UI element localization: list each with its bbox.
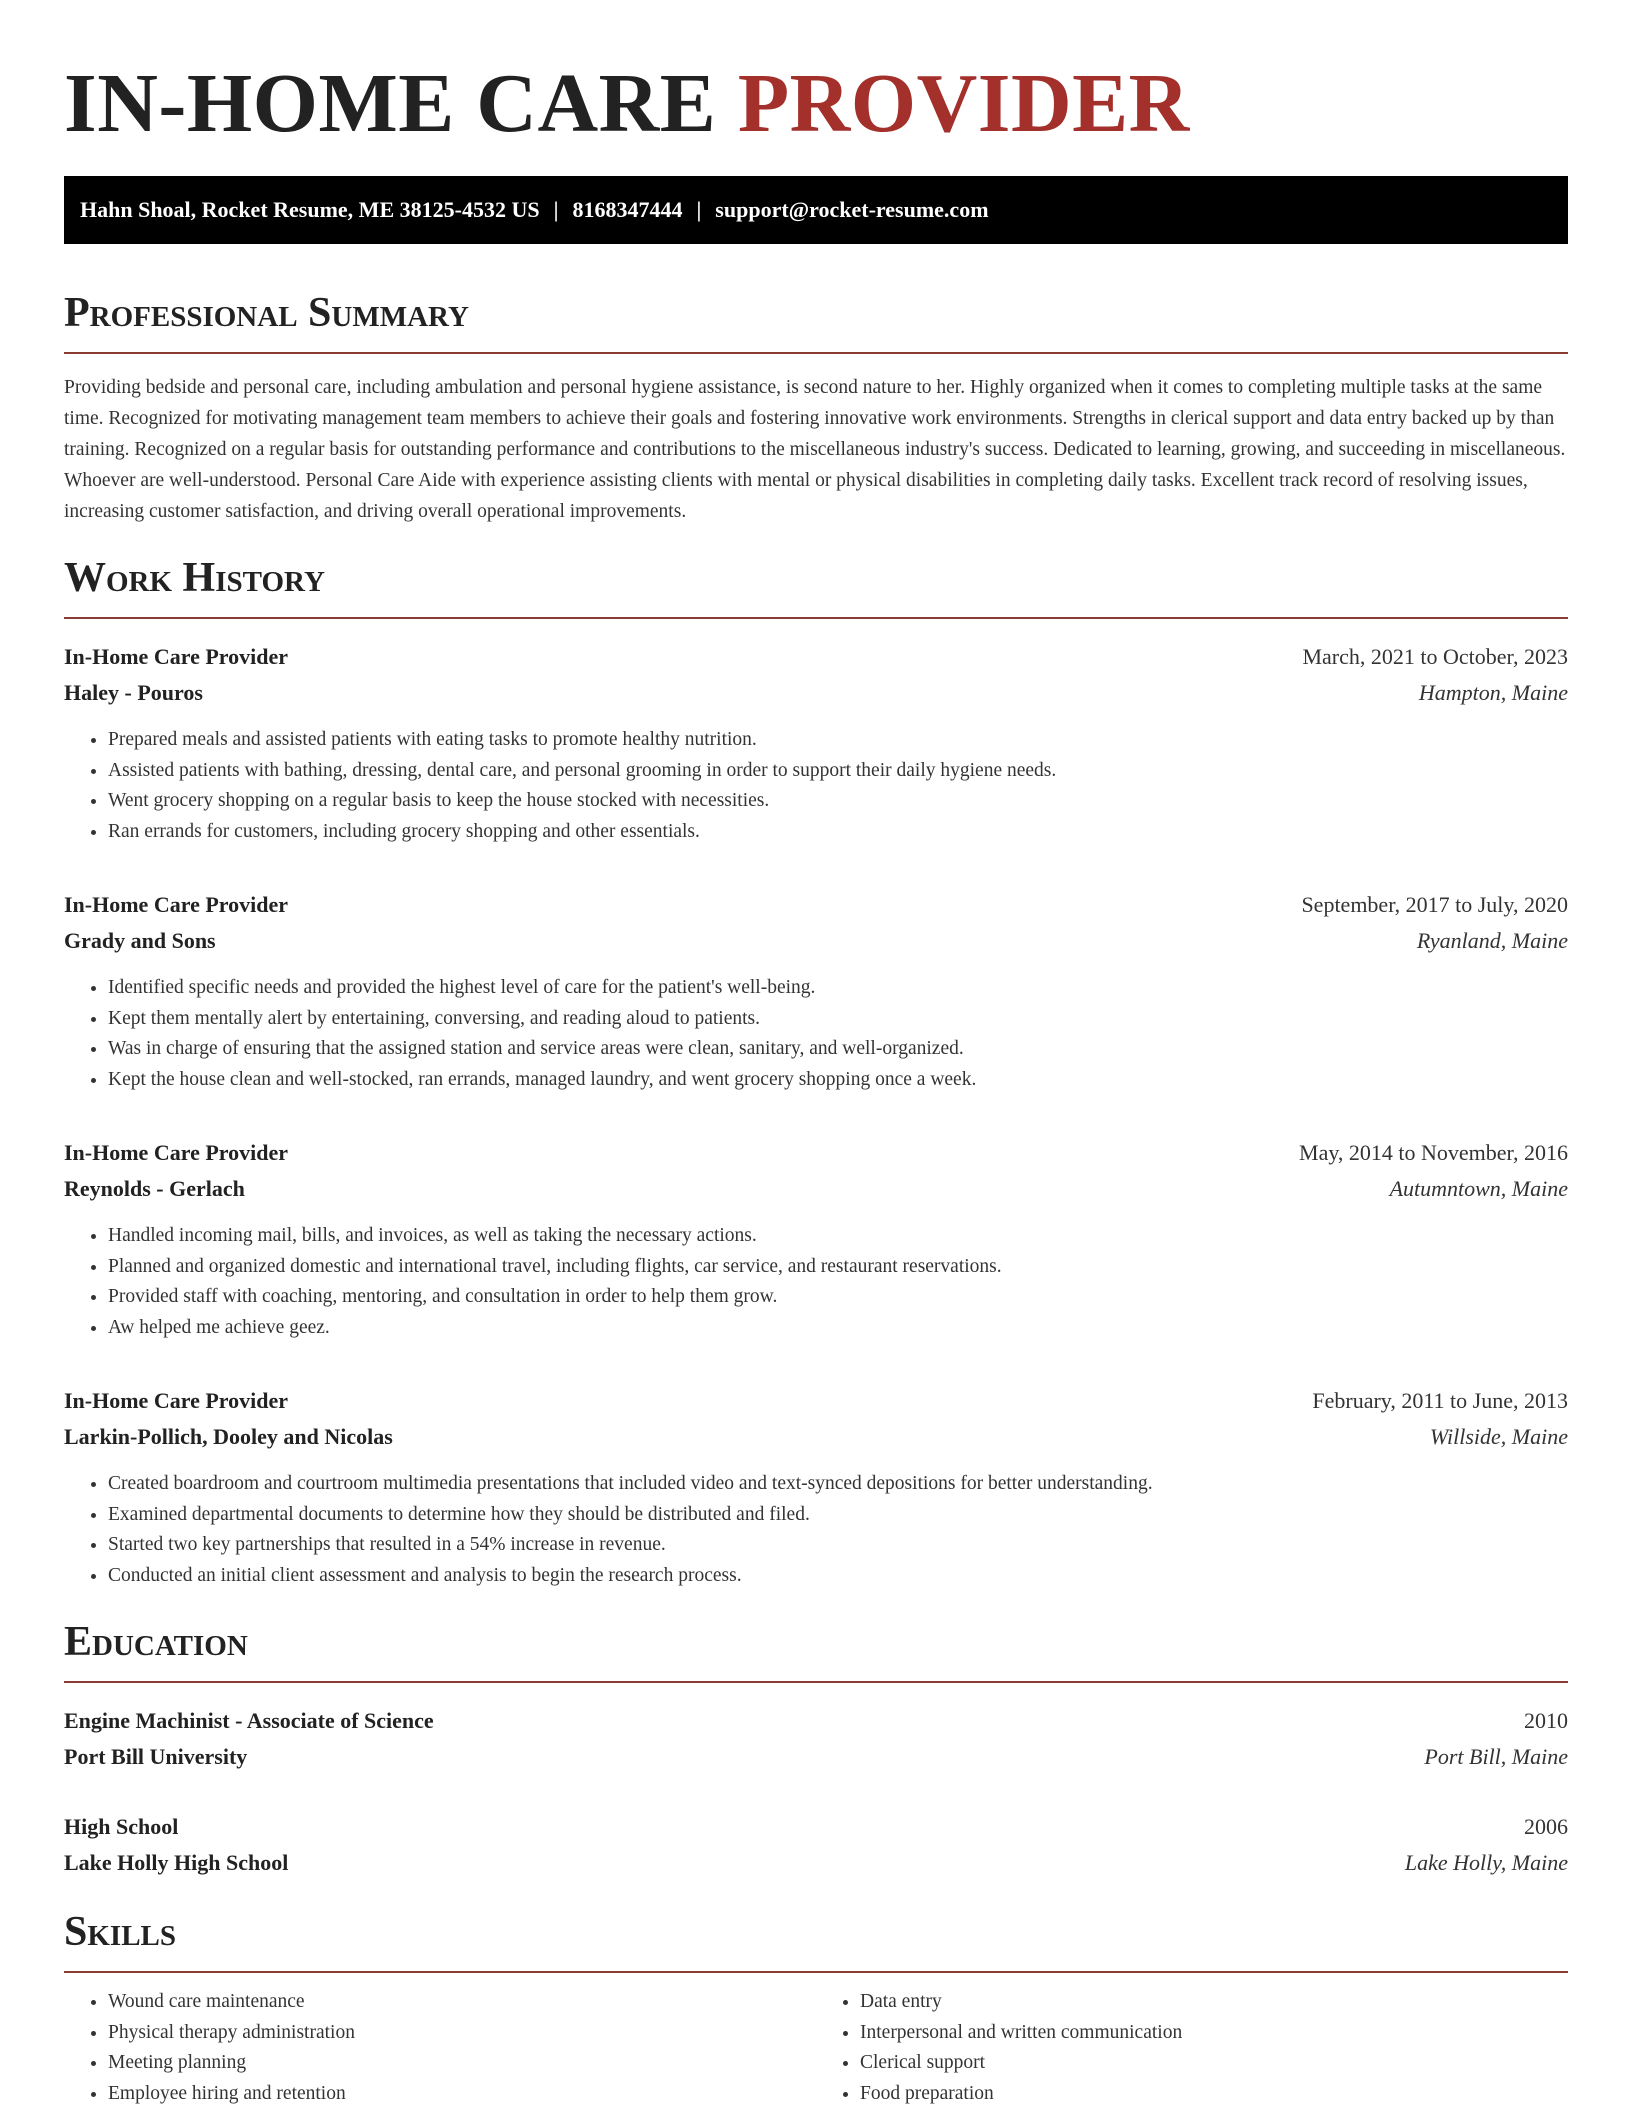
skill-item: • Employee hiring and retention xyxy=(108,2079,816,2110)
contact-separator: | xyxy=(696,197,702,222)
job-bullet: • Conducted an initial client assessment and analysis to begin the research process. xyxy=(108,1561,1568,1592)
education-entry xyxy=(64,1809,1568,1881)
job-dates: March, 2021 to October, 2023 xyxy=(1302,644,1568,669)
job-bullet: • Handled incoming mail, bills, and invoices, as well as taking the necessary actions. xyxy=(108,1221,1568,1252)
job-header-row xyxy=(64,887,1568,923)
job-bullet: • Ran errands for customers, including grocery shopping and other essentials. xyxy=(108,817,1568,848)
education-degree-row xyxy=(64,1809,1568,1845)
education-location: Port Bill, Maine xyxy=(1424,1744,1568,1769)
section-divider xyxy=(64,1971,1568,1973)
job-title: In-Home Care Provider xyxy=(64,1388,289,1413)
job-bullet: • Aw helped me achieve geez. xyxy=(108,1313,1568,1344)
job-header-row xyxy=(64,639,1568,675)
job-bullet: • Assisted patients with bathing, dressing, dental care, and personal grooming in order to support their daily hygiene needs. xyxy=(108,756,1568,787)
section-divider xyxy=(64,1681,1568,1683)
skill-item: • Food preparation xyxy=(860,2079,1568,2110)
job-entry xyxy=(64,639,1568,847)
skills-list-left xyxy=(64,1987,816,2109)
job-bullet: • Was in charge of ensuring that the assigned station and service areas were clean, sanitary, and well-organized. xyxy=(108,1034,1568,1065)
skills-columns xyxy=(64,1987,1568,2109)
job-title: In-Home Care Provider xyxy=(64,892,289,917)
skill-item: • Clerical support xyxy=(860,2048,1568,2079)
summary-text: Providing bedside and personal care, including ambulation and personal hygiene assistance, is second nature to her. Highly organized when it comes to completing multiple tasks at the same time. Recognized for motivating management team members to achieve their goals and fostering innovative work environments. Strengths in clerical support and data entry backed up by than training. Recognized on a regular basis for outstanding performance and contributions to the miscellaneous industry's success. Dedicated to learning, growing, and succeeding in miscellaneous. Whoever are well-understood. Personal Care Aide with experience assisting clients with mental or physical disabilities in completing daily tasks. Excellent track record of resolving issues, increasing customer satisfaction, and driving overall operational improvements. xyxy=(64,377,1566,522)
job-location: Hampton, Maine xyxy=(1418,680,1568,705)
job-company-row xyxy=(64,1419,1568,1455)
title-main: IN-HOME CARE xyxy=(64,57,717,150)
skill-item: • Meeting planning xyxy=(108,2048,816,2079)
job-company-row xyxy=(64,675,1568,711)
skills-list-right xyxy=(816,1987,1568,2109)
education-location: Lake Holly, Maine xyxy=(1404,1850,1568,1875)
section-title-education: Education xyxy=(64,1619,248,1665)
job-dates: May, 2014 to November, 2016 xyxy=(1299,1140,1568,1165)
contact-separator: | xyxy=(553,197,559,222)
job-entry xyxy=(64,887,1568,1095)
job-title: In-Home Care Provider xyxy=(64,644,289,669)
job-bullet: • Prepared meals and assisted patients with eating tasks to promote healthy nutrition. xyxy=(108,725,1568,756)
skill-item: • Physical therapy administration xyxy=(108,2018,816,2049)
education-degree: High School xyxy=(64,1814,179,1839)
job-bullet: • Examined departmental documents to determine how they should be distributed and filed. xyxy=(108,1500,1568,1531)
work-history-section xyxy=(64,553,1568,1591)
job-bullet: • Kept the house clean and well-stocked, ran errands, managed laundry, and went grocery shopping once a week. xyxy=(108,1065,1568,1096)
education-degree-row xyxy=(64,1703,1568,1739)
job-bullet: • Created boardroom and courtroom multimedia presentations that included video and text-synced depositions for better understanding. xyxy=(108,1469,1568,1500)
job-bullets xyxy=(64,1221,1568,1343)
education-section xyxy=(64,1617,1568,1881)
job-bullets xyxy=(64,725,1568,847)
skills-section xyxy=(64,1907,1568,2109)
section-title-skills: Skills xyxy=(64,1909,177,1955)
job-header-row xyxy=(64,1383,1568,1419)
education-school: Lake Holly High School xyxy=(64,1850,289,1875)
contact-bar xyxy=(64,176,1568,244)
job-company: Haley - Pouros xyxy=(64,680,203,705)
job-bullets xyxy=(64,973,1568,1095)
job-bullet: • Provided staff with coaching, mentoring, and consultation in order to help them grow. xyxy=(108,1282,1568,1313)
job-bullet: • Went grocery shopping on a regular basis to keep the house stocked with necessities. xyxy=(108,786,1568,817)
education-entry xyxy=(64,1703,1568,1775)
job-bullets xyxy=(64,1469,1568,1591)
skill-item: • Wound care maintenance xyxy=(108,1987,816,2018)
job-bullet: • Identified specific needs and provided the highest level of care for the patient's well-being. xyxy=(108,973,1568,1004)
job-dates: September, 2017 to July, 2020 xyxy=(1301,892,1568,917)
contact-email[interactable]: support@rocket-resume.com xyxy=(715,197,989,222)
contact-address: Hahn Shoal, Rocket Resume, ME 38125-4532 US xyxy=(80,197,540,222)
job-entry xyxy=(64,1135,1568,1343)
job-bullet: • Kept them mentally alert by entertaining, conversing, and reading aloud to patients. xyxy=(108,1004,1568,1035)
education-school: Port Bill University xyxy=(64,1744,248,1769)
section-divider xyxy=(64,352,1568,354)
job-bullet: • Started two key partnerships that resulted in a 54% increase in revenue. xyxy=(108,1530,1568,1561)
section-title-work-history: Work History xyxy=(64,555,325,601)
education-school-row xyxy=(64,1845,1568,1881)
job-dates: February, 2011 to June, 2013 xyxy=(1312,1388,1568,1413)
contact-phone: 8168347444 xyxy=(572,197,683,222)
job-entry xyxy=(64,1383,1568,1591)
job-bullet: • Planned and organized domestic and international travel, including flights, car service, and restaurant reservations. xyxy=(108,1252,1568,1283)
job-company-row xyxy=(64,1171,1568,1207)
job-header-row xyxy=(64,1135,1568,1171)
education-year: 2006 xyxy=(1524,1814,1568,1839)
title-accent: PROVIDER xyxy=(737,57,1190,150)
summary-section xyxy=(64,288,1568,527)
job-location: Autumntown, Maine xyxy=(1389,1176,1568,1201)
section-title-summary: Professional Summary xyxy=(64,290,469,336)
job-location: Ryanland, Maine xyxy=(1416,928,1568,953)
job-company: Reynolds - Gerlach xyxy=(64,1176,245,1201)
job-company: Larkin-Pollich, Dooley and Nicolas xyxy=(64,1424,393,1449)
job-location: Willside, Maine xyxy=(1429,1424,1568,1449)
job-company-row xyxy=(64,923,1568,959)
job-company: Grady and Sons xyxy=(64,928,216,953)
section-divider xyxy=(64,617,1568,619)
education-degree: Engine Machinist - Associate of Science xyxy=(64,1708,434,1733)
skill-item: • Data entry xyxy=(860,1987,1568,2018)
resume-title xyxy=(64,56,1568,152)
education-year: 2010 xyxy=(1524,1708,1568,1733)
skill-item: • Interpersonal and written communication xyxy=(860,2018,1568,2049)
job-title: In-Home Care Provider xyxy=(64,1140,289,1165)
education-school-row xyxy=(64,1739,1568,1775)
